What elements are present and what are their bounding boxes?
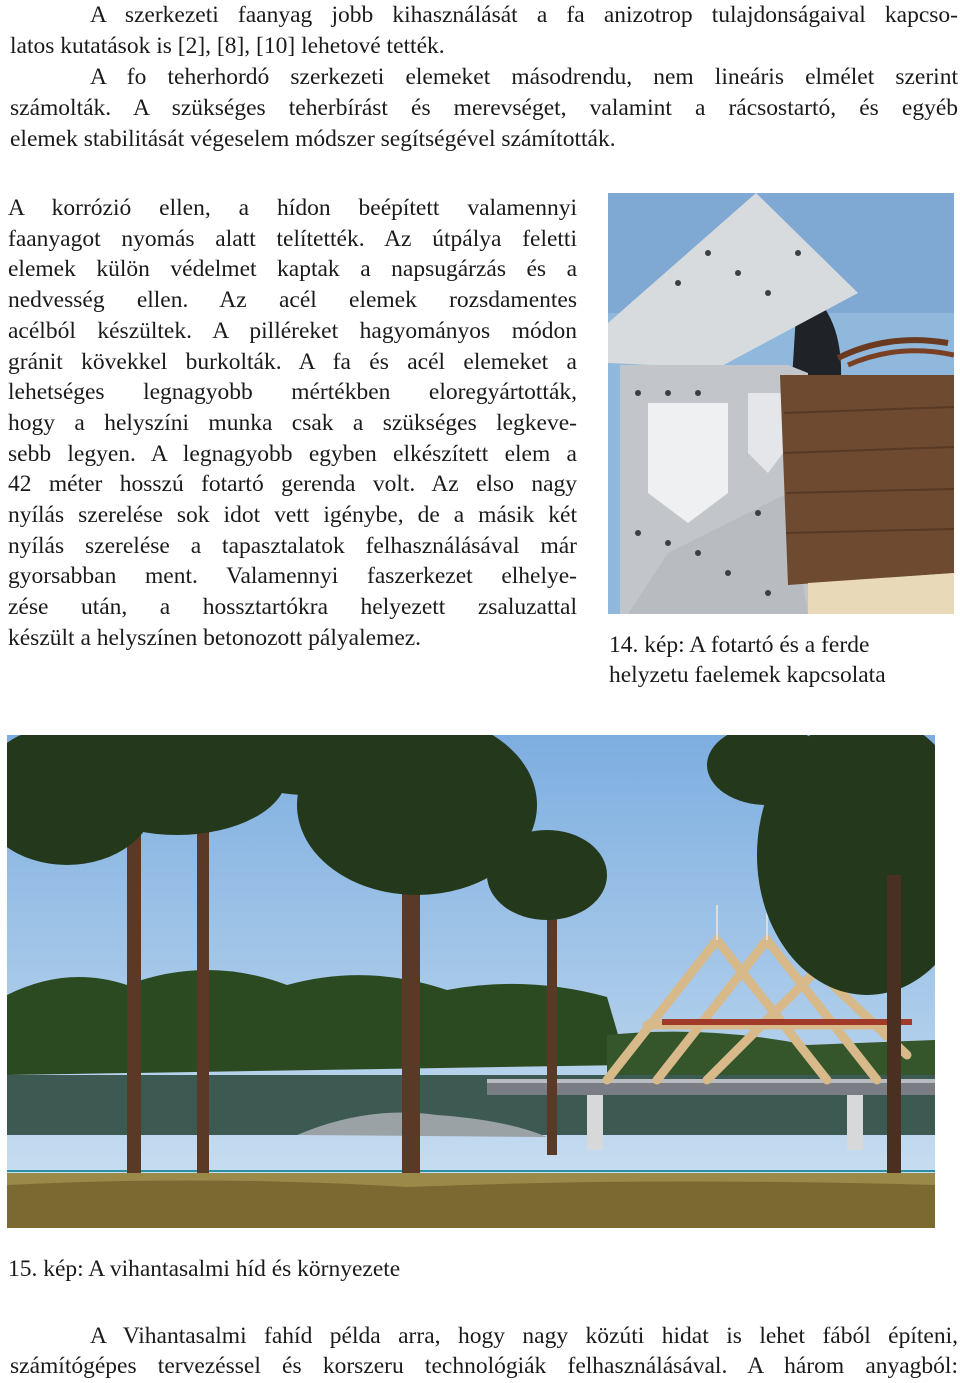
caption-line: 14. kép: A fotartó és a ferde [609,632,870,658]
text-line: hogy a helyszíni munka csak a szükséges legkeve- [8,409,577,436]
text-line: A Vihantasalmi fahíd példa arra, hogy nagy közúti hidat is lehet fából építeni, [90,1323,958,1349]
figure-15-photo [7,735,935,1228]
text-line: számolták. A szükséges teherbírást és merevséget, valamint a rácsostartó, és egyéb [10,95,958,121]
text-line: A szerkezeti faanyag jobb kihasználását a fa anizotrop tulajdonságaival kapcso- [90,2,958,28]
figure-14-caption [609,630,949,690]
text-line: acélból készültek. A pilléreket hagyományos módon [8,317,577,344]
caption-line: helyzetu faelemek kapcsolata [609,662,886,688]
caption-line: 15. kép: A vihantasalmi híd és környezete [8,1256,401,1282]
text-line: sebb legyen. A legnagyobb egyben elkészített elem a [8,440,577,467]
text-line: nyílás szerelése a tapasztalatok felhasználásával már [8,532,577,559]
paragraph-1 [10,0,958,155]
text-line: számítógépes tervezéssel és korszeru technológiák felhasználásával. A három anyagból: [10,1353,958,1379]
text-line: 42 méter hosszú fotartó gerenda volt. Az elso nagy [8,471,577,498]
text-line: készült a helyszínen betonozott pályalemez. [8,624,422,651]
text-line: zése után, a hossztartókra helyezett zsaluzattal [8,594,577,621]
text-line: nyílás szerelése sok idot vett igénybe, de a másik két [8,502,577,529]
paragraph-3 [10,1321,958,1381]
text-line: gránit kövekkel burkolták. A fa és acél elemeket a [8,348,577,375]
text-line: elemek stabilitását végeselem módszer segítségével számították. [10,126,616,152]
text-line: elemek külön védelmet kaptak a napsugárzás és a [8,256,577,283]
text-line: gyorsabban ment. Valamennyi faszerkezet elhelye- [8,563,577,590]
text-line: latos kutatások is [2], [8], [10] lehetové tették. [10,33,445,59]
text-line: A korrózió ellen, a hídon beépített valamennyi [8,195,577,221]
text-line: nedvesség ellen. Az acél elemek rozsdamentes [8,287,577,314]
figure-15-caption [8,1254,608,1284]
figure-14-photo [608,193,954,614]
text-line: A fo teherhordó szerkezeti elemeket másodrendu, nem lineáris elmélet szerint [90,64,958,90]
text-line: lehetséges legnagyobb mértékben eloregyártották, [8,379,577,406]
text-line: faanyagot nyomás alatt telítették. Az útpálya feletti [8,225,577,252]
paragraph-2 [8,193,577,654]
